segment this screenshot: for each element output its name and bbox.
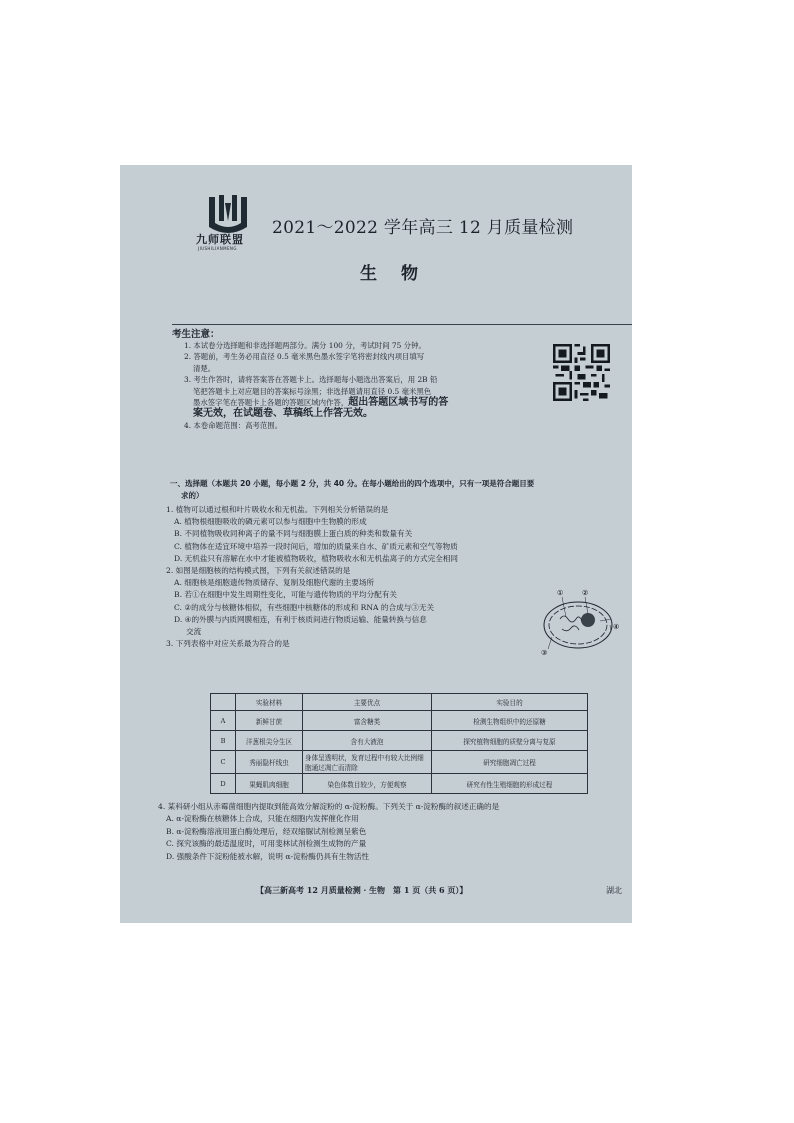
divider [172,324,632,325]
subject-title: 生物 [360,264,442,284]
table-cell: C [211,751,236,774]
nucleus-diagram [538,585,623,655]
region-label: 湖北 [606,886,622,895]
table-cell: 洋葱根尖分生区 [236,731,303,751]
option: B. 不同植物吸收同种离子的量不同与细胞膜上蛋白质的种类和数量有关 [174,529,413,539]
question-stem: 2. 如图是细胞核的结构模式图，下列有关叙述错误的是 [166,566,351,576]
notice-item: 笔把答题卡上对应题目的答案标号涂黑；非选择题请用直径 0.5 毫米黑色 [193,386,432,396]
table-row [211,774,588,794]
option: C. ②的成分与核糖体相似，有些细胞中核糖体的形成和 RNA 的合成与③无关 [174,602,435,612]
option: B. α-淀粉酶溶液用蛋白酶处理后，经双缩脲试剂检测呈紫色 [166,826,367,836]
option: A. α-淀粉酶在核糖体上合成，只能在细胞内发挥催化作用 [166,814,359,824]
brand-subtitle: JIUSHILIANMENG [198,246,237,251]
table-cell: 秀丽隐杆线虫 [236,751,303,774]
notice-item: 案无效，在试题卷、草稿纸上作答无效。 [193,408,373,420]
notice-heading: 考生注意： [172,329,220,340]
table-header: 实验目的 [432,694,588,711]
table-cell: A [211,711,236,731]
diagram-label: ① [557,589,564,597]
section-heading: 一、选择题（本题共 20 小题，每小题 2 分，共 40 分。在每小题给出的四个选项中，只有一项是符合题目要 求的） [170,479,535,500]
option: C. 植物体在适宜环境中培养一段时间后，增加的质量来自水、矿质元素和空气等物质 [174,541,458,551]
table-cell: 果蝇肌肉细胞 [236,774,303,794]
table-cell: 研究有性生殖细胞的形成过程 [432,774,588,794]
table-cell: 含有大液泡 [303,731,432,751]
qr-code-icon [553,344,610,401]
question-stem: 4. 某科研小组从赤霉菌细胞内提取到能高效分解淀粉的 α-淀粉酶。下列关于 α-淀粉酶的叙述正确的是 [158,802,500,811]
table-cell: 染色体数目较少，方便观察 [303,774,432,794]
brand-name: 九师联盟 [196,233,244,246]
notice-item: 2. 答题前，考生务必用直径 0.5 毫米黑色墨水签字笔将密封线内项目填写 [184,352,425,362]
notice-item: 墨水签字笔在答题卡上各题的答题区域内作答，超出答题区域书写的答 [193,397,449,409]
table-cell: 研究细胞凋亡过程 [432,751,588,774]
notice-item: 4. 本卷命题范围：高考范围。 [184,420,283,430]
diagram-label: ② [582,589,589,597]
table-row [211,711,588,731]
exam-title: 2021～2022 学年高三 12 月质量检测 [272,218,574,238]
table-header [211,694,236,711]
table-row [211,731,588,751]
question-4 [158,801,628,863]
table-cell: D [211,774,236,794]
notice-item: 1. 本试卷分选择题和非选择题两部分。满分 100 分，考试时间 75 分钟。 [184,341,426,350]
table-cell: 检测生物组织中的还原糖 [432,711,588,731]
option: D. 无机盐只有溶解在水中才能被植物吸收，植物吸收水和无机盐离子的方式完全相同 [174,553,459,563]
option: D. ④的外膜与内质网膜相连，有利于核质间进行物质运输、能量转换与信息 [174,614,427,624]
notice-list [184,340,552,431]
option: C. 探究该酶的最适温度时，可用斐林试剂检测生成物的产量 [166,839,367,849]
table-cell: 新鲜甘蔗 [236,711,303,731]
page-footer: 【高三新高考 12 月质量检测 · 生物 第 1 页（共 6 页）】 [256,885,468,895]
q3-table [210,693,588,794]
notice-item: 清楚。 [193,363,216,373]
table-cell: B [211,731,236,751]
exam-paper [120,165,632,923]
table-header: 实验材料 [236,694,303,711]
option: A. 细胞核是细胞遗传物质储存、复制及细胞代谢的主要场所 [174,578,375,588]
table-header-row [211,694,588,711]
option: D. 强酸条件下淀粉能被水解，说明 α-淀粉酶仍具有生物活性 [166,851,369,861]
diagram-label: ④ [613,623,620,631]
table-cell: 探究植物细胞的质壁分离与复原 [432,731,588,751]
notice-item: 3. 考生作答时，请将答案答在答题卡上。选择题每小题选出答案后，用 2B 铅 [184,375,438,385]
table-cell: 富含糖类 [303,711,432,731]
option: B. 若①在细胞中发生周期性变化，可能与遗传物质的平均分配有关 [174,590,398,600]
table-header: 主要优点 [303,694,432,711]
diagram-label: ③ [541,649,548,655]
table-row [211,751,588,774]
option: A. 植物根细胞吸收的磷元素可以参与细胞中生物膜的形成 [174,517,367,527]
question-stem: 1. 植物可以通过根和叶片吸收水和无机盐。下列相关分析错误的是 [166,505,389,514]
question-stem: 3. 下列表格中对应关系最为符合的是 [166,639,290,649]
table-cell: 身体呈透明状，发育过程中有较大比例细胞通过凋亡而清除 [303,751,432,774]
option: 交流 [186,627,202,637]
